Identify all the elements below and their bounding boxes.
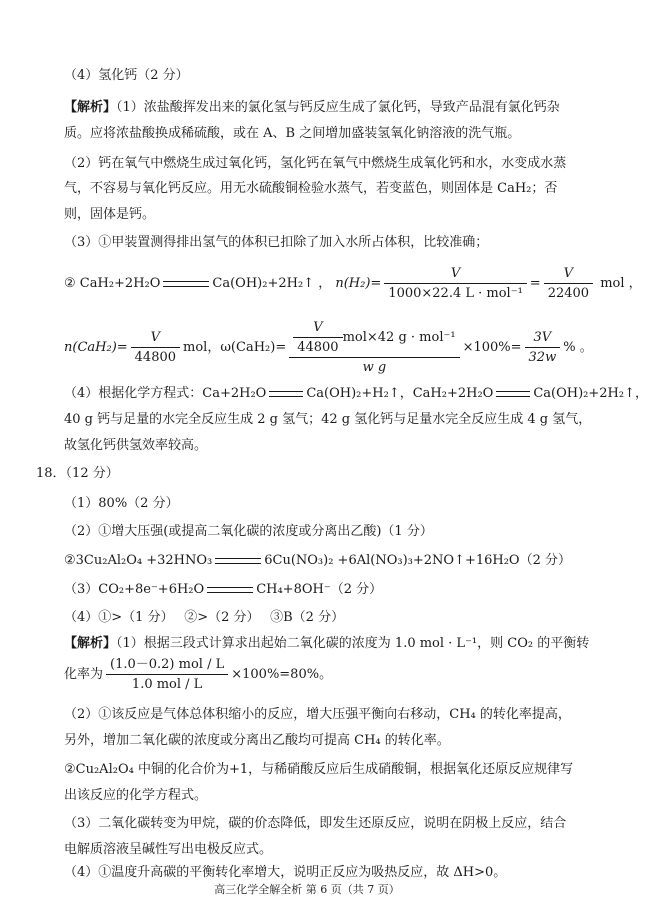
analysis-line-5: 则，固体是钙。 xyxy=(64,207,156,222)
fraction-conversion xyxy=(106,656,228,693)
equals-sign xyxy=(163,281,209,287)
answer-4-heading: （4）氢化钙（2 分） xyxy=(64,68,189,83)
eq1-n-label: n(H₂)= xyxy=(335,276,382,291)
fraction-2 xyxy=(544,265,593,302)
numerator-v: V xyxy=(384,265,526,284)
eq1-reactants: ② CaH₂+2H₂O xyxy=(64,276,161,291)
analysis-line-7: （4）根据化学方程式：Ca+2H₂O Ca(OH)₂+H₂↑，CaH₂+2H₂O Ca(OH)₂+2H₂↑， xyxy=(64,386,648,401)
answer-18-4: （4）①>（1 分） ②>（2 分） ③B（2 分） xyxy=(64,610,345,625)
analysis-18-line-3: （2）①该反应是气体总体积缩小的反应，增大压强平衡向右移动，CH₄ 的转化率提高， xyxy=(64,707,571,722)
analysis-line-9: 故氢化钙供氢效率较高。 xyxy=(64,438,208,453)
equals-sign xyxy=(215,558,261,564)
numerator-v: V xyxy=(131,329,180,348)
analysis-text: （1）浓盐酸挥发出来的氯化氢与钙反应生成了氯化钙，导致产品混有氯化钙杂 xyxy=(116,100,560,115)
denominator-1: 1000×22.4 L · mol⁻¹ xyxy=(388,286,523,301)
question-18-heading: 18．（12 分） xyxy=(36,466,119,481)
analysis-line-2: 质。应将浓盐酸换成稀硫酸，或在 A、B 之间增加盛装氢氧化钠溶液的洗气瓶。 xyxy=(64,126,521,141)
analysis-18-line-1: 【解析】（1）根据三段式计算求出起始二氧化碳的浓度为 1.0 mol · L⁻¹，则 CO₂ 的平衡转 xyxy=(64,636,590,651)
page-footer: 高三化学全解全析 第 6 页（共 7 页） xyxy=(214,883,400,896)
denominator-3: 44800 xyxy=(134,350,177,365)
analysis-18-line-9: （4）①温度升高碳的平衡转化率增大，说明正反应为吸热反应，故 ΔH>0。 xyxy=(64,865,507,880)
equals-sign xyxy=(207,587,253,593)
denominator-2: 22400 xyxy=(547,286,590,301)
answer-18-2-equation: ②3Cu₂Al₂O₄ +32HNO₃ 6Cu(NO₃)₂ +6Al(NO₃)₃+2NO↑+16H₂O（2 分） xyxy=(64,553,571,568)
conversion-numerator: (1.0－0.2) mol / L xyxy=(106,656,228,675)
analysis-line-6: （3）①甲装置测得排出氢气的体积已扣除了加入水所占体积，比较准确； xyxy=(64,235,489,250)
eq1-products: Ca(OH)₂+2H₂↑ ， xyxy=(212,276,332,291)
analysis-18-line-4: 另外，增加二氧化碳的浓度或分离出乙酸均可提高 CH₄ 的转化率。 xyxy=(64,733,450,748)
denominator-3: 44800 xyxy=(297,340,339,355)
analysis-label: 【解析】 xyxy=(64,100,117,115)
fraction-3 xyxy=(131,329,180,366)
analysis-18-line-6: 出该反应的化学方程式。 xyxy=(64,788,208,803)
equals-sign xyxy=(269,391,303,397)
numerator-4 xyxy=(289,319,459,358)
answer-18-2: （2）①增大压强(或提高二氧化碳的浓度或分离出乙酸)（1 分） xyxy=(64,524,433,539)
unit-mol: mol xyxy=(600,276,625,291)
numerator-v: V xyxy=(293,319,342,338)
equation-line-2: n(CaH₂)= $\frac{V}{44800}$ mol，ω(CaH₂)= $\frac{V}{44800}$ mol×42 g · mol⁻¹ w g ×100%= $\frac{3V}{32w}$ % 。 xyxy=(64,320,593,375)
analysis-18-line-2: 化率为 $\frac{\text{(1.0－0.2) mol / L}}{\text{1.0 mol / L}}$ ×100%=80%。 xyxy=(64,657,333,692)
denominator-5: 32w xyxy=(528,350,557,365)
denominator-4: w g xyxy=(362,360,387,375)
analysis-18-line-8: 电解质溶液呈碱性写出电极反应式。 xyxy=(64,842,273,857)
analysis-18-line-5: ②Cu₂Al₂O₄ 中铜的化合价为+1，与稀硝酸反应后生成硝酸铜，根据氧化还原反应规律写 xyxy=(64,762,574,777)
numerator-5: 3V xyxy=(525,329,561,348)
analysis-label: 【解析】 xyxy=(64,636,117,651)
answer-18-1: （1）80%（2 分） xyxy=(64,496,179,511)
percent-factor: ×100% xyxy=(462,340,511,355)
analysis-line-8: 40 g 钙与足量的水完全反应生成 2 g 氢气；42 g 氢化钙与足量水完全反应生成 4 g 氢气， xyxy=(64,412,592,427)
equals-sign xyxy=(496,391,530,397)
eq2-omega: mol，ω(CaH₂)= xyxy=(183,340,287,355)
numerator-4-text: mol×42 g · mol⁻¹ xyxy=(342,330,456,345)
analysis-line-1 xyxy=(64,99,560,117)
answer-18-3: （3）CO₂+8e⁻+6H₂O CH₄+8OH⁻（2 分） xyxy=(64,582,383,597)
analysis-line-4: 气，不容易与氧化钙反应。用无水硫酸铜检验水蒸气，若变蓝色，则固体是 CaH₂；否 xyxy=(64,181,558,196)
fraction-1 xyxy=(384,265,526,302)
conversion-denominator: 1.0 mol / L xyxy=(131,677,203,692)
fraction-5 xyxy=(525,329,561,366)
numerator-v: V xyxy=(544,265,593,284)
eq2-n-label: n(CaH₂)= xyxy=(64,340,128,355)
analysis-18-line-7: （3）二氧化碳转变为甲烷，碳的价态降低，即发生还原反应，说明在阴极上反应，结合 xyxy=(64,816,567,831)
analysis-line-3: （2）钙在氧气中燃烧生成过氧化钙，氢化钙在氧气中燃烧生成氧化钙和水，水变成水蒸 xyxy=(64,156,567,171)
equation-line-1: ② CaH₂+2H₂O Ca(OH)₂+2H₂↑ ， n(H₂)= $\frac{V}{\text{1000×22.4 L · mol⁻¹}}$ = $\frac{V}{22400}$ mol ， xyxy=(64,266,642,301)
fraction-4 xyxy=(289,319,459,376)
